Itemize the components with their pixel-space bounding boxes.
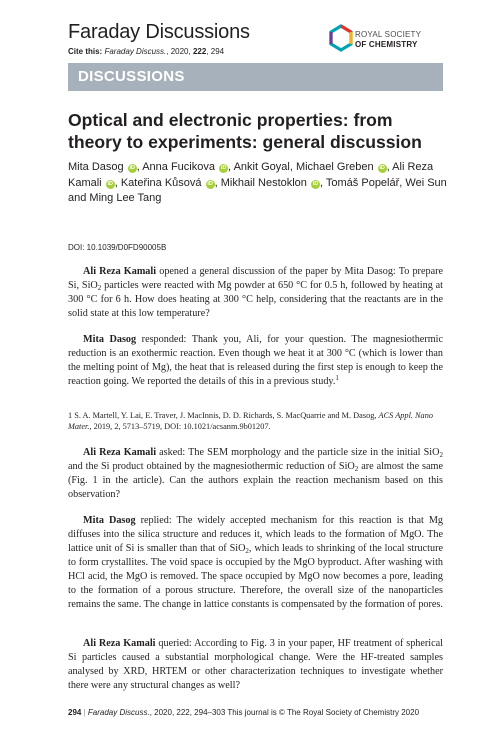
footer-journal: Faraday Discuss. [87, 708, 150, 717]
paragraph-5 [68, 637, 443, 693]
paragraph-text: opened a general discussion of the paper by Mita Dasog: To prepare Si, SiO$_2$ particles were reacted with Mg powder at 650 °C for 0.5 h, followed by heating at 300 °C for 6 h. How does heating at 300 °C help, considering that the reactants are in the solid state at this low temperature? [68, 266, 444, 319]
reference-1: 1 S. A. Martell, Y. Lai, E. Traver, J. MacInnis, D. D. Richards, S. MacQuarrie and M. Dasog, ACS Appl. Nano Mater., 2019, 2, 5713–5719, DOI: 10.1021/acsanm.9b01207. [68, 411, 434, 431]
speaker-name: Ali Reza Kamali [83, 266, 157, 277]
author-name: Mikhail Nestoklon [220, 176, 307, 189]
rsc-logo [328, 24, 438, 58]
author-name: Kateřina Kůsová [120, 176, 202, 189]
author-separator: , [319, 176, 326, 189]
author-name: Ali Reza Kamali [68, 161, 434, 189]
speaker-name: Ali Reza Kamali [83, 447, 157, 458]
orcid-icon[interactable]: iD [107, 180, 113, 187]
paragraph-2 [68, 333, 443, 389]
footer-divider: | [83, 708, 86, 717]
orcid-icon[interactable]: iD [220, 165, 227, 171]
orcid-icon[interactable]: iD [379, 165, 385, 171]
journal-name: Faraday Discussions [68, 21, 250, 43]
publisher-line1: ROYAL SOCIETY [355, 30, 422, 39]
author-name: Ming Lee Tang [89, 192, 162, 204]
author-name: Anna Fucikova [142, 161, 215, 173]
author-separator: , [228, 161, 234, 173]
doi: DOI: 10.1039/D0FD90005B [68, 243, 167, 252]
author-list [68, 160, 448, 207]
orcid-icon[interactable]: iD [129, 165, 135, 171]
author-separator: , [289, 161, 296, 173]
author-separator: and [68, 192, 90, 204]
section-banner [68, 63, 443, 91]
paragraph-text: asked: The SEM morphology and the particle size in the initial SiO$_2$ and the Si product obtained by the magnesiothermic reduction of SiO$_2$ are almost the same (Fig. 1 in the article). Can the authors explain the reaction mechanism based on this observation? [68, 447, 443, 500]
speaker-name: Mita Dasog [83, 334, 137, 345]
author-separator: , [114, 176, 121, 189]
speaker-name: Ali Reza Kamali [83, 638, 156, 649]
paragraph-1 [68, 265, 443, 321]
paragraph-4 [68, 514, 443, 612]
paragraph-text: queried: According to Fig. 3 in your paper, HF treatment of spherical Si particles caused a substantial morphological change. Were the HF-treated samples analysed by XRD, HRTEM or other characterization techniques to investigate whether there were any structural changes as well? [68, 638, 443, 691]
paragraph-text: replied: The widely accepted mechanism for this reaction is that Mg diffuses into the silica structure and reduces it, which leads to the formation of MgO. The lattice unit of Si is smaller than that of SiO$_2$, which leads to shrinking of the local structure to form crystallites. The void space is occupied by the MgO byproduct. After washing with HCl acid, the MgO is removed. The space occupied by MgO now becomes a pore, leading to the formation of a porous structure. Therefore, the overall size of the nanoparticles remains the same. The change in lattice constants is compensated by the formation of pores. [68, 515, 443, 610]
paragraph-3 [68, 446, 443, 502]
article-title: Optical and electronic properties: from theory to experiments: general discussion [68, 110, 422, 152]
author-name: Michael Greben [295, 161, 374, 173]
publisher-line2: OF CHEMISTRY [355, 40, 418, 49]
author-name: Tomáš Popelář [325, 176, 400, 189]
cite-label: Cite this: [68, 47, 103, 56]
author-name: Wei Sun [405, 176, 447, 189]
page-footer [68, 708, 443, 717]
cite-page: , 294 [206, 47, 225, 56]
cite-volume: 222 [192, 47, 207, 56]
speaker-name: Mita Dasog [83, 515, 136, 526]
cite-year: , 2020, [166, 47, 193, 56]
author-name: Mita Dasog [68, 161, 124, 173]
footer-rights: This journal is © The Royal Society of Chemistry 2020 [227, 708, 420, 717]
author-separator: , [399, 176, 406, 189]
orcid-icon[interactable]: iD [207, 180, 213, 187]
author-separator: , [136, 161, 143, 173]
cite-journal: Faraday Discuss. [104, 47, 167, 56]
section-label: DISCUSSIONS [78, 68, 185, 85]
rsc-logo-icon [328, 24, 354, 54]
cite-line [68, 47, 224, 56]
paragraph-text: responded: Thank you, Ali, for your question. The magnesiothermic reduction is an exothermic reaction. Even though we heat it at 300 °C (which is lower than the melting point of Mg), the heat that is released during the first step is enough to keep the reaction going. We reported the details of this in a previous study.$^1$ [68, 334, 443, 387]
footer-citation: , 2020, 222, 294–303 [149, 708, 226, 717]
orcid-icon[interactable]: iD [312, 180, 319, 187]
page-number: 294 [68, 708, 82, 717]
author-name: Ankit Goyal [233, 161, 290, 173]
author-separator: , [386, 161, 393, 173]
author-separator: , [214, 176, 221, 189]
